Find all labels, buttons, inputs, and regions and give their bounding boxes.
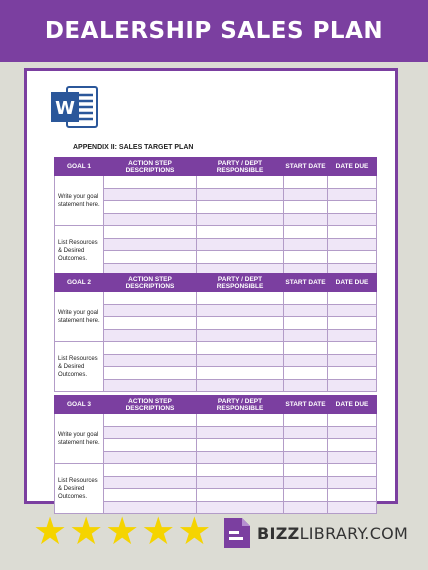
table-cell[interactable] xyxy=(197,342,284,355)
table-cell[interactable] xyxy=(104,317,197,330)
table-cell[interactable] xyxy=(197,414,284,427)
table-row xyxy=(55,367,377,380)
table-cell[interactable] xyxy=(197,213,284,226)
table-cell[interactable] xyxy=(104,188,197,201)
column-header: GOAL 2 xyxy=(55,274,104,292)
column-header: ACTION STEP DESCRIPTIONS xyxy=(104,158,197,176)
table-cell[interactable] xyxy=(284,414,328,427)
column-header: PARTY / DEPT RESPONSIBLE xyxy=(197,396,284,414)
table-cell[interactable] xyxy=(284,489,328,502)
table-cell[interactable] xyxy=(284,342,328,355)
column-header: ACTION STEP DESCRIPTIONS xyxy=(104,274,197,292)
table-cell[interactable] xyxy=(284,501,328,514)
table-cell[interactable] xyxy=(104,464,197,477)
table-cell[interactable] xyxy=(197,238,284,251)
table-cell[interactable] xyxy=(284,251,328,264)
table-cell[interactable] xyxy=(284,354,328,367)
table-cell[interactable] xyxy=(104,342,197,355)
table-cell[interactable] xyxy=(197,439,284,452)
table-cell[interactable] xyxy=(328,342,377,355)
table-cell[interactable] xyxy=(284,292,328,305)
table-row xyxy=(55,342,377,355)
table-row xyxy=(55,464,377,477)
table-cell[interactable] xyxy=(197,426,284,439)
table-row xyxy=(55,226,377,239)
table-cell[interactable] xyxy=(197,188,284,201)
table-cell[interactable] xyxy=(328,439,377,452)
star-icon: ★ xyxy=(177,509,212,553)
table-cell[interactable] xyxy=(104,354,197,367)
goal-table-3 xyxy=(54,395,377,514)
table-cell[interactable] xyxy=(104,292,197,305)
table-cell[interactable] xyxy=(328,354,377,367)
table-cell[interactable] xyxy=(104,213,197,226)
table-row xyxy=(55,329,377,342)
table-cell[interactable] xyxy=(284,317,328,330)
table-cell[interactable] xyxy=(328,226,377,239)
table-cell[interactable] xyxy=(197,251,284,264)
document-title: APPENDIX II: SALES TARGET PLAN xyxy=(73,144,194,151)
star-icon: ★ xyxy=(105,509,140,553)
table-cell[interactable] xyxy=(284,188,328,201)
goal-statement-label: Write your goal statement here. xyxy=(55,292,104,342)
table-row xyxy=(55,188,377,201)
table-cell[interactable] xyxy=(328,238,377,251)
table-cell[interactable] xyxy=(284,379,328,392)
table-cell[interactable] xyxy=(284,329,328,342)
table-cell[interactable] xyxy=(284,476,328,489)
table-cell[interactable] xyxy=(284,226,328,239)
table-cell[interactable] xyxy=(328,489,377,502)
table-cell[interactable] xyxy=(104,367,197,380)
table-cell[interactable] xyxy=(104,451,197,464)
table-row xyxy=(55,238,377,251)
goal-table-header xyxy=(55,396,377,414)
goal-table-header xyxy=(55,274,377,292)
column-header: PARTY / DEPT RESPONSIBLE xyxy=(197,274,284,292)
table-cell[interactable] xyxy=(197,379,284,392)
document-preview xyxy=(24,68,398,504)
table-row xyxy=(55,489,377,502)
bizzlibrary-logo[interactable] xyxy=(222,516,408,550)
column-header: PARTY / DEPT RESPONSIBLE xyxy=(197,158,284,176)
table-cell[interactable] xyxy=(197,464,284,477)
page-title: DEALERSHIP SALES PLAN xyxy=(44,18,384,44)
resources-label: List Resources & Desired Outcomes. xyxy=(55,226,104,276)
table-cell[interactable] xyxy=(284,304,328,317)
table-cell[interactable] xyxy=(197,329,284,342)
table-cell[interactable] xyxy=(328,201,377,214)
table-cell[interactable] xyxy=(284,464,328,477)
table-cell[interactable] xyxy=(328,188,377,201)
column-header: GOAL 1 xyxy=(55,158,104,176)
table-cell[interactable] xyxy=(197,451,284,464)
star-icon: ★ xyxy=(141,509,176,553)
table-cell[interactable] xyxy=(328,426,377,439)
table-cell[interactable] xyxy=(197,354,284,367)
resources-label: List Resources & Desired Outcomes. xyxy=(55,342,104,392)
page-header xyxy=(0,0,428,62)
column-header: GOAL 3 xyxy=(55,396,104,414)
table-cell[interactable] xyxy=(104,176,197,189)
word-icon xyxy=(49,85,99,129)
table-cell[interactable] xyxy=(197,201,284,214)
table-cell[interactable] xyxy=(104,414,197,427)
logo-text: BIZZLIBRARY.COM xyxy=(257,523,409,543)
table-cell[interactable] xyxy=(328,367,377,380)
table-cell[interactable] xyxy=(328,451,377,464)
table-cell[interactable] xyxy=(197,292,284,305)
goal-table-header xyxy=(55,158,377,176)
table-row xyxy=(55,201,377,214)
table-cell[interactable] xyxy=(104,201,197,214)
table-cell[interactable] xyxy=(284,201,328,214)
table-row xyxy=(55,176,377,189)
table-row xyxy=(55,439,377,452)
table-cell[interactable] xyxy=(104,476,197,489)
table-cell[interactable] xyxy=(328,176,377,189)
column-header: START DATE xyxy=(284,396,328,414)
table-cell[interactable] xyxy=(104,304,197,317)
table-cell[interactable] xyxy=(284,176,328,189)
column-header: START DATE xyxy=(284,158,328,176)
table-cell[interactable] xyxy=(104,439,197,452)
table-row xyxy=(55,451,377,464)
rating-stars xyxy=(33,509,212,553)
star-icon: ★ xyxy=(33,509,68,553)
column-header: DATE DUE xyxy=(328,274,377,292)
table-row xyxy=(55,292,377,305)
table-row xyxy=(55,476,377,489)
table-row xyxy=(55,304,377,317)
goal-statement-label: Write your goal statement here. xyxy=(55,414,104,464)
column-header: ACTION STEP DESCRIPTIONS xyxy=(104,396,197,414)
table-cell[interactable] xyxy=(104,426,197,439)
table-row xyxy=(55,414,377,427)
table-cell[interactable] xyxy=(328,414,377,427)
column-header: DATE DUE xyxy=(328,158,377,176)
table-cell[interactable] xyxy=(284,439,328,452)
column-header: DATE DUE xyxy=(328,396,377,414)
table-cell[interactable] xyxy=(104,489,197,502)
table-cell[interactable] xyxy=(197,489,284,502)
table-cell[interactable] xyxy=(104,329,197,342)
table-cell[interactable] xyxy=(284,213,328,226)
table-cell[interactable] xyxy=(328,329,377,342)
table-cell[interactable] xyxy=(197,176,284,189)
table-cell[interactable] xyxy=(284,426,328,439)
table-cell[interactable] xyxy=(328,464,377,477)
table-cell[interactable] xyxy=(284,451,328,464)
table-cell[interactable] xyxy=(328,379,377,392)
table-cell[interactable] xyxy=(104,251,197,264)
table-cell[interactable] xyxy=(197,226,284,239)
table-cell[interactable] xyxy=(284,367,328,380)
table-cell[interactable] xyxy=(104,226,197,239)
table-cell[interactable] xyxy=(104,238,197,251)
table-cell[interactable] xyxy=(197,304,284,317)
svg-text:W: W xyxy=(55,98,75,119)
table-cell[interactable] xyxy=(284,238,328,251)
table-cell[interactable] xyxy=(197,367,284,380)
goal-table-2 xyxy=(54,273,377,392)
table-row xyxy=(55,354,377,367)
table-cell[interactable] xyxy=(104,379,197,392)
table-row xyxy=(55,213,377,226)
table-row xyxy=(55,426,377,439)
table-cell[interactable] xyxy=(328,317,377,330)
table-cell[interactable] xyxy=(328,251,377,264)
table-cell[interactable] xyxy=(328,476,377,489)
goal-table-1 xyxy=(54,157,377,276)
goal-statement-label: Write your goal statement here. xyxy=(55,176,104,226)
table-cell[interactable] xyxy=(328,213,377,226)
resources-label: List Resources & Desired Outcomes. xyxy=(55,464,104,514)
table-cell[interactable] xyxy=(328,304,377,317)
table-cell[interactable] xyxy=(328,501,377,514)
table-row xyxy=(55,379,377,392)
star-icon: ★ xyxy=(69,509,104,553)
column-header: START DATE xyxy=(284,274,328,292)
table-row xyxy=(55,317,377,330)
table-cell[interactable] xyxy=(328,292,377,305)
table-cell[interactable] xyxy=(197,476,284,489)
document-logo-icon xyxy=(222,516,252,550)
table-cell[interactable] xyxy=(197,317,284,330)
table-row xyxy=(55,251,377,264)
